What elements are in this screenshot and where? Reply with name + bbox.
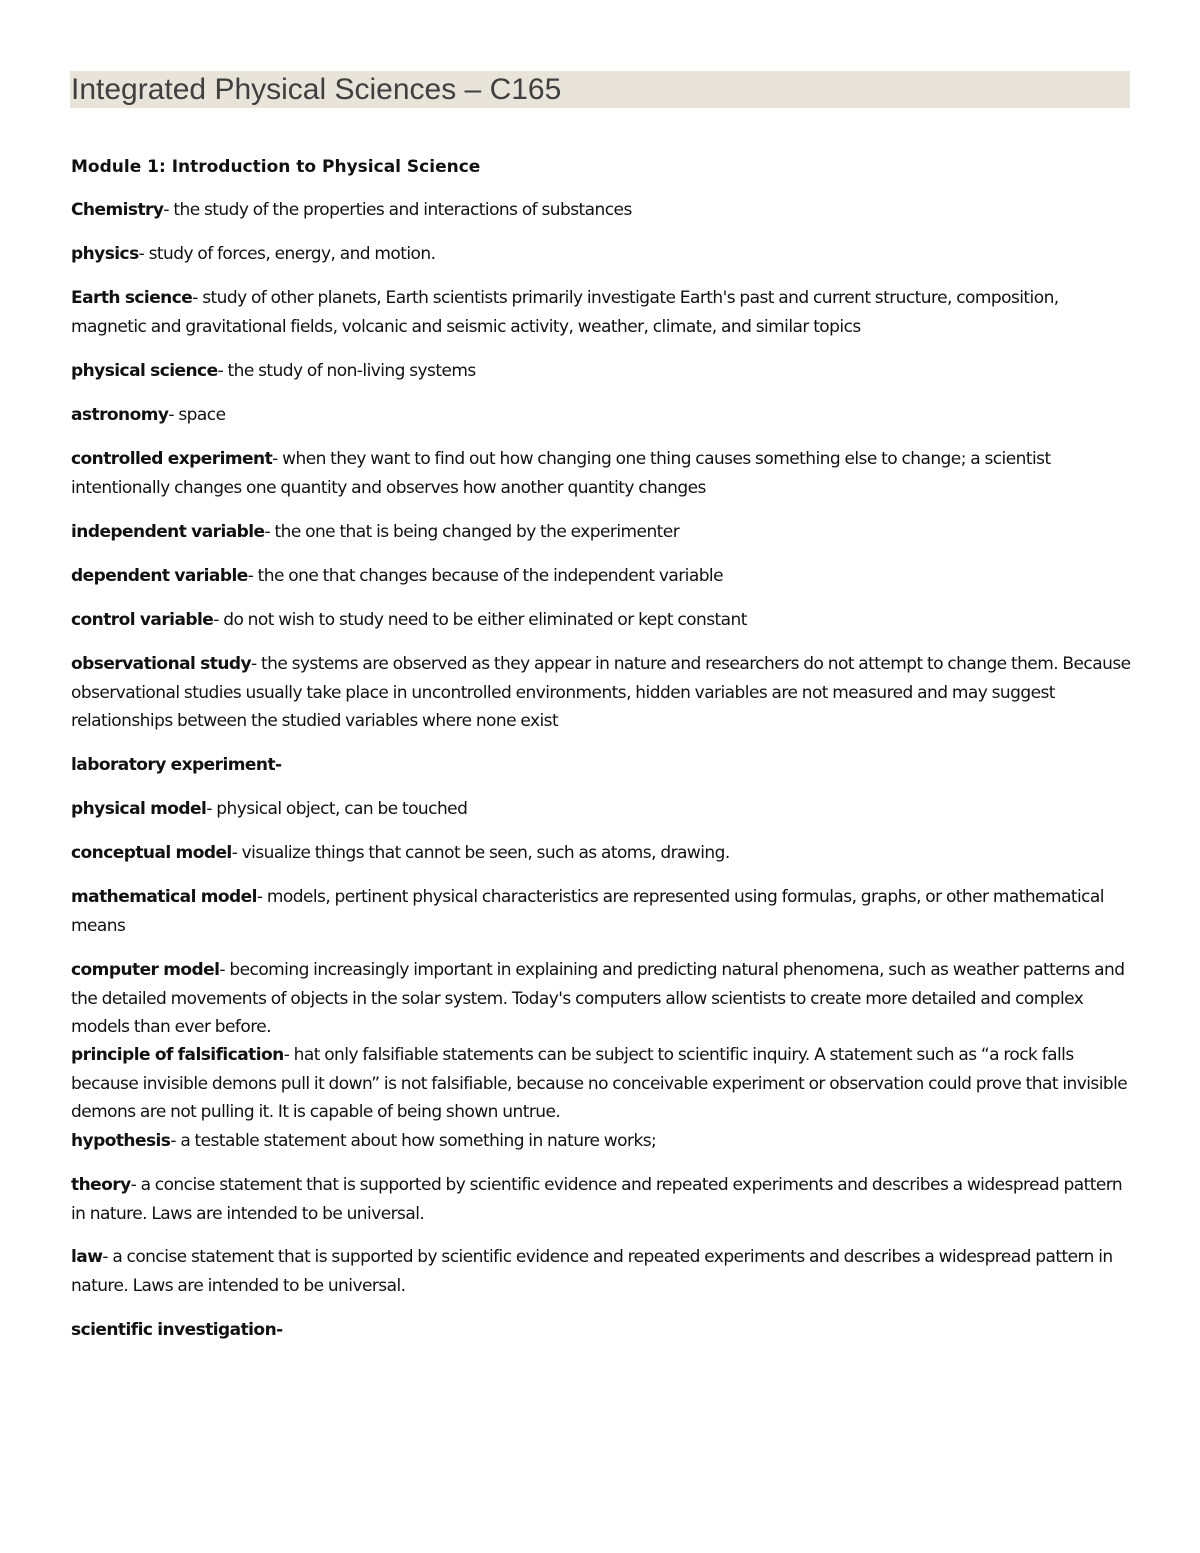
module-heading: Module 1: Introduction to Physical Science	[71, 157, 481, 177]
term-computer-model: computer model	[71, 960, 220, 980]
entry-astronomy	[71, 401, 1133, 430]
term-separator: -	[264, 522, 275, 542]
definition-hypothesis: a testable statement about how something in nature works;	[180, 1131, 657, 1151]
definition-chemistry: the study of the properties and interactions of substances	[173, 200, 632, 220]
term-separator: -	[102, 1247, 113, 1267]
term-laboratory-experiment: laboratory experiment	[71, 755, 276, 775]
entry-observational-study	[71, 650, 1133, 736]
definition-physics: study of forces, energy, and motion.	[148, 244, 436, 264]
entry-earth-science	[71, 284, 1133, 341]
term-separator: -	[256, 887, 267, 907]
entry-laboratory-experiment	[71, 751, 1133, 780]
entry-dependent-variable	[71, 562, 1133, 591]
definition-mathematical-model: models, pertinent physical characteristics are represented using formulas, graphs, or other mathematical means	[71, 887, 1104, 936]
definition-independent-variable: the one that is being changed by the experimenter	[274, 522, 680, 542]
definition-observational-study: the systems are observed as they appear in nature and researchers do not attempt to change them. Because observational studies usually take place in uncontrolled environments, hidden variables are not measured and may suggest relationships between the studied variables where none exist	[71, 654, 1131, 732]
term-astronomy: astronomy	[71, 405, 169, 425]
term-controlled-experiment: controlled experiment	[71, 449, 273, 469]
entry-physical-model	[71, 795, 1133, 824]
definition-conceptual-model: visualize things that cannot be seen, such as atoms, drawing.	[241, 843, 730, 863]
term-independent-variable: independent variable	[71, 522, 265, 542]
term-physical-science: physical science	[71, 361, 218, 381]
term-theory: theory	[71, 1175, 131, 1195]
term-separator: -	[276, 1320, 283, 1340]
term-control-variable: control variable	[71, 610, 214, 630]
term-observational-study: observational study	[71, 654, 252, 674]
term-physics: physics	[71, 244, 139, 264]
definition-earth-science: study of other planets, Earth scientists primarily investigate Earth's past and current structure, composition, magnetic and gravitational fields, volcanic and seismic activity, weather, climate, and similar topics	[71, 288, 1059, 337]
term-law: law	[71, 1247, 103, 1267]
term-separator: -	[283, 1045, 294, 1065]
term-separator: -	[168, 405, 179, 425]
entry-law	[71, 1243, 1133, 1300]
entry-theory	[71, 1171, 1133, 1228]
term-scientific-investigation: scientific investigation	[71, 1320, 277, 1340]
term-dependent-variable: dependent variable	[71, 566, 248, 586]
term-separator: -	[219, 960, 230, 980]
term-mathematical-model: mathematical model	[71, 887, 257, 907]
term-separator: -	[272, 449, 283, 469]
entry-chemistry	[71, 196, 1133, 225]
entry-independent-variable	[71, 518, 1133, 547]
term-separator: -	[247, 566, 258, 586]
entry-physics	[71, 240, 1133, 269]
term-separator: -	[231, 843, 242, 863]
definition-astronomy: space	[178, 405, 226, 425]
entry-hypothesis	[71, 1127, 1133, 1156]
entry-control-variable	[71, 606, 1133, 635]
definition-theory: a concise statement that is supported by scientific evidence and repeated experiments and describes a widespread pattern in nature. Laws are intended to be universal.	[71, 1175, 1123, 1224]
term-hypothesis: hypothesis	[71, 1131, 171, 1151]
definition-computer-model: becoming increasingly important in explaining and predicting natural phenomena, such as weather patterns and the detailed movements of objects in the solar system. Today's computers allow scientists to create more detailed and complex models than ever before.	[71, 960, 1125, 1038]
document-title: Integrated Physical Sciences – C165	[71, 73, 562, 106]
definition-controlled-experiment: when they want to find out how changing one thing causes something else to change; a scientist intentionally changes one quantity and observes how another quantity changes	[71, 449, 1051, 498]
term-separator: -	[251, 654, 261, 674]
term-principle-of-falsification: principle of falsification	[71, 1045, 284, 1065]
term-conceptual-model: conceptual model	[71, 843, 232, 863]
entry-principle-of-falsification	[71, 1041, 1133, 1127]
term-separator: -	[130, 1175, 141, 1195]
term-separator: -	[213, 610, 224, 630]
term-separator: -	[192, 288, 203, 308]
definition-law: a concise statement that is supported by scientific evidence and repeated experiments and describes a widespread pattern in nature. Laws are intended to be universal.	[71, 1247, 1113, 1296]
definition-physical-science: the study of non-living systems	[227, 361, 476, 381]
definition-physical-model: physical object, can be touched	[216, 799, 468, 819]
term-separator: -	[170, 1131, 181, 1151]
entry-scientific-investigation	[71, 1316, 1133, 1345]
term-separator: -	[163, 200, 174, 220]
term-earth-science: Earth science	[71, 288, 193, 308]
term-physical-model: physical model	[71, 799, 207, 819]
definition-principle-of-falsification: hat only falsifiable statements can be subject to scientific inquiry. A statement such as “a rock falls because invisible demons pull it down” is not falsifiable, because no conceivable experiment or observation could prove that invisible demons are not pulling it. It is capable of being shown untrue.	[71, 1045, 1128, 1123]
term-separator: -	[275, 755, 282, 775]
entry-computer-model	[71, 956, 1133, 1042]
definition-dependent-variable: the one that changes because of the independent variable	[257, 566, 724, 586]
definition-control-variable: do not wish to study need to be either eliminated or kept constant	[223, 610, 747, 630]
entry-controlled-experiment	[71, 445, 1133, 502]
term-separator: -	[138, 244, 149, 264]
entry-mathematical-model	[71, 883, 1133, 940]
entry-conceptual-model	[71, 839, 1133, 868]
term-separator: -	[206, 799, 217, 819]
entry-physical-science	[71, 357, 1133, 386]
term-separator: -	[217, 361, 228, 381]
term-chemistry: Chemistry	[71, 200, 164, 220]
